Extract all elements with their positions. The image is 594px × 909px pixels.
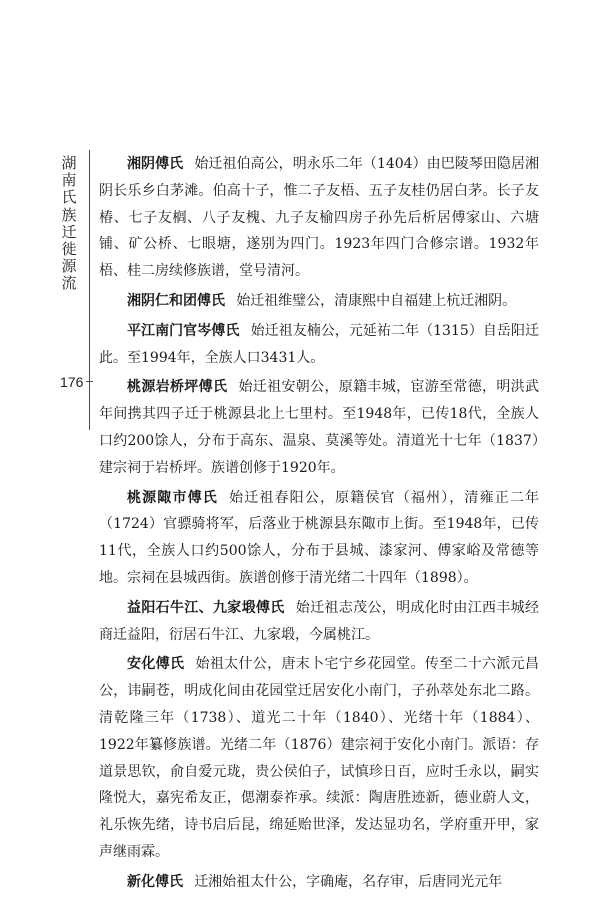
clan-entry-taoyuan-zoushi-fu xyxy=(99,485,539,592)
entry-title: 平江南门官岑傅氏 xyxy=(127,322,240,339)
entry-text: 始祖太什公，唐末卜宅宁乡花园堂。传至二十六派元昌公，讳嗣苍，明成化间由花园堂迁居安化小南门，子孙萃处东北二路。清乾隆三年（1738）、道光二十年（1840）、光绪十年（1884）、1922年纂修族谱。光绪二年（1876）建宗祠于安化小南门。派语：存道景思钦，俞自爱元珑，贵公侯伯子，试慎珍日百，应时壬永以，嗣实隆悦大，嘉宪希友正，偲潮泰祚承。续派：陶唐胜迹新，德业蔚人文，礼乐恢先绪，诗书启后昆，绵延贻世泽，发达显功名，学府重开甲，家声继雨霖。 xyxy=(99,656,540,860)
clan-entry-xinhua-fu xyxy=(99,869,539,896)
entry-text: 始迁祖志茂公，明成化时由江西丰城经商迁益阳，衍居石牛江、九家塅，今属桃江。 xyxy=(99,599,540,643)
entry-text: 始迁祖友楠公，元延祐二年（1315）自岳阳迁此。至1994年，全族人口3431人。 xyxy=(99,322,540,366)
entry-title: 桃源陬市傅氏 xyxy=(127,489,218,506)
clan-entry-anhua-fu xyxy=(99,651,539,865)
entry-text: 始迁祖春阳公，原籍侯官（福州），清雍正二年（1724）官骠骑将军，后落业于桃源县东陬市上街。至1948年，已传11代，全族人口约500馀人，分布于县城、漆家河、傅家峪及常德等地。宗祠在县城西街。族谱创修于清光绪二十四年（1898）。 xyxy=(99,489,540,586)
entry-title: 湘阴傅氏 xyxy=(127,156,184,172)
entry-title: 桃源岩桥坪傅氏 xyxy=(127,379,228,396)
margin-rule-tick xyxy=(86,381,93,382)
entry-title: 益阳石牛江、九家塅傅氏 xyxy=(127,599,285,616)
clan-entry-xiangyin-renhetuan-fu xyxy=(99,288,539,315)
entry-text: 始迁祖维璧公，清康熙中自福建上杭迁湘阴。 xyxy=(236,292,517,309)
entry-text: 始迁祖伯高公，明永乐二年（1404）由巴陵琴田隐居湘阴长乐乡白茅滩。伯高十子，惟二子友梧、五子友桂仍居白茅。长子友椿、七子友榈、八子友槐、九子友榆四房子孙先后析居傅家山、六塘铺、矿公桥、七眼塘，遂别为四门。1923年四门合修宗谱。1932年梧、桂二房续修族谱，堂号清河。 xyxy=(99,156,539,280)
entry-title: 湘阴仁和团傅氏 xyxy=(127,292,225,309)
entry-title: 安化傅氏 xyxy=(127,656,185,673)
margin-rule xyxy=(89,150,90,430)
entry-text: 迁湘始祖太什公，字确庵，名存审，后唐同光元年 xyxy=(194,873,503,890)
entry-title: 新化傅氏 xyxy=(127,873,183,890)
clan-entry-xiangyin-fu xyxy=(99,151,539,285)
clan-entry-yiyang-shiniujiang-fu xyxy=(99,595,539,649)
entry-text: 始迁祖安朝公，原籍丰城，宦游至常德，明洪武年间携其四子迁于桃源县北上七里村。至1948年，已传18代，全族人口约200馀人，分布于高东、温泉、莫溪等处。清道光十七年（1837）建宗祠于岩桥坪。族谱创修于1920年。 xyxy=(99,379,540,476)
running-head-title: 湖南氏族迁徙源流 xyxy=(61,154,77,293)
page-number: 176 xyxy=(60,374,84,390)
page-body xyxy=(99,151,539,899)
clan-entry-pingjiang-guancen-fu xyxy=(99,318,539,372)
clan-entry-taoyuan-yanqiaoping-fu xyxy=(99,374,539,481)
